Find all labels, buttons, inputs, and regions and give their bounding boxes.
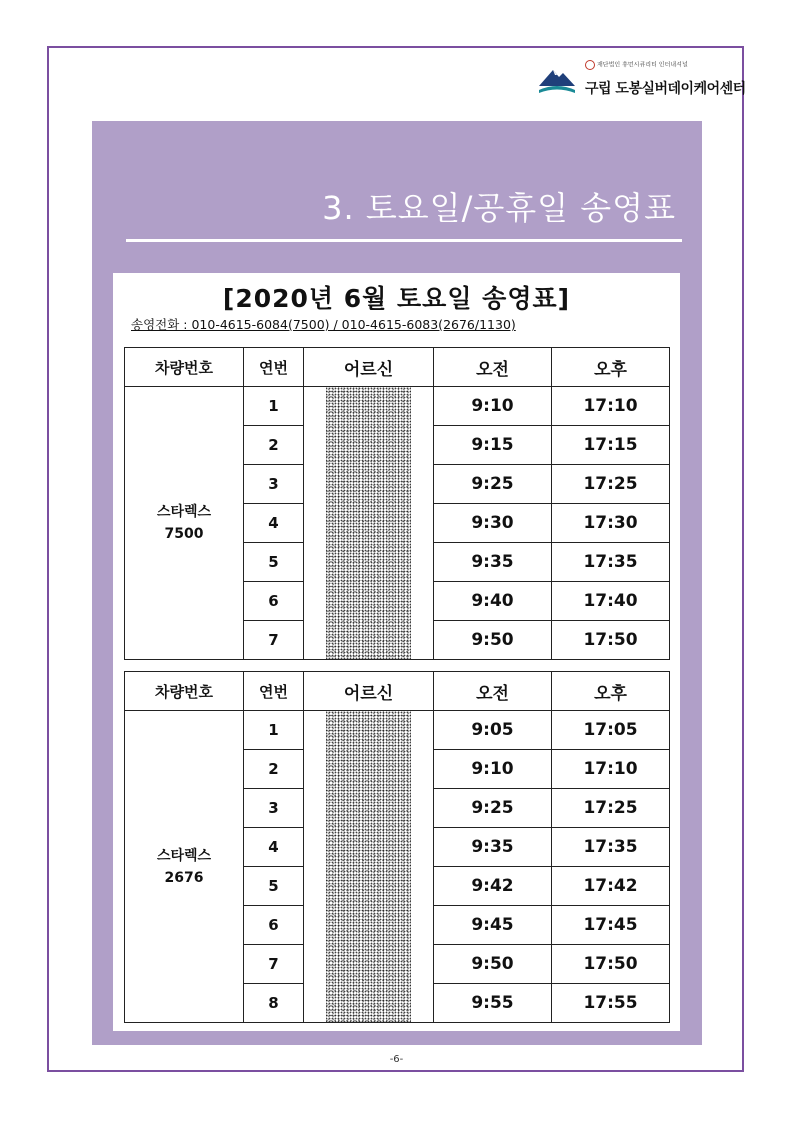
- pm-time-cell: 17:50: [552, 945, 670, 984]
- pm-time-cell: 17:25: [552, 465, 670, 504]
- am-time-cell: 9:25: [434, 789, 552, 828]
- table-row: [125, 711, 670, 750]
- header-seq: 연번: [244, 348, 304, 387]
- seq-cell: 2: [244, 426, 304, 465]
- vehicle-model: 스타렉스: [156, 504, 212, 520]
- am-time-cell: 9:50: [434, 621, 552, 660]
- seq-cell: 4: [244, 828, 304, 867]
- pm-time-cell: 17:55: [552, 984, 670, 1023]
- seq-cell: 6: [244, 906, 304, 945]
- am-time-cell: 9:30: [434, 504, 552, 543]
- seq-cell: 8: [244, 984, 304, 1023]
- seq-cell: 7: [244, 945, 304, 984]
- am-time-cell: 9:35: [434, 828, 552, 867]
- am-time-cell: 9:50: [434, 945, 552, 984]
- pm-time-cell: 17:35: [552, 543, 670, 582]
- vehicle-cell: [125, 711, 244, 1023]
- pm-time-cell: 17:35: [552, 828, 670, 867]
- header-vehicle: 차량번호: [125, 672, 244, 711]
- logo-foundation-text: [585, 60, 688, 70]
- header-pm: 오후: [552, 348, 670, 387]
- logo-center-name: 구립 도봉실버데이케어센터: [585, 81, 746, 97]
- header-am: 오전: [434, 348, 552, 387]
- seq-cell: 7: [244, 621, 304, 660]
- seq-cell: 6: [244, 582, 304, 621]
- redacted-elder-names: [304, 387, 434, 660]
- pm-time-cell: 17:40: [552, 582, 670, 621]
- seq-cell: 3: [244, 789, 304, 828]
- center-logo: [537, 58, 746, 104]
- table-header-row: [125, 348, 670, 387]
- am-time-cell: 9:45: [434, 906, 552, 945]
- pm-time-cell: 17:45: [552, 906, 670, 945]
- schedule-title: [2020년 6월 토요일 송영표]: [222, 284, 571, 313]
- header-elder: 어르신: [304, 672, 434, 711]
- seq-cell: 1: [244, 387, 304, 426]
- pm-time-cell: 17:30: [552, 504, 670, 543]
- pm-time-cell: 17:25: [552, 789, 670, 828]
- seq-cell: 2: [244, 750, 304, 789]
- header-pm: 오후: [552, 672, 670, 711]
- vehicle-number: 7500: [164, 526, 204, 542]
- header-elder: 어르신: [304, 348, 434, 387]
- header-am: 오전: [434, 672, 552, 711]
- header-seq: 연번: [244, 672, 304, 711]
- page-number: -6-: [389, 1054, 404, 1065]
- am-time-cell: 9:10: [434, 750, 552, 789]
- table-row: [125, 387, 670, 426]
- pm-time-cell: 17:15: [552, 426, 670, 465]
- am-time-cell: 9:55: [434, 984, 552, 1023]
- am-time-cell: 9:35: [434, 543, 552, 582]
- schedule-sheet: [113, 273, 680, 1031]
- foundation-badge-icon: [585, 60, 595, 70]
- schedule-table-7500: [124, 347, 670, 660]
- am-time-cell: 9:15: [434, 426, 552, 465]
- header-vehicle: 차량번호: [125, 348, 244, 387]
- pm-time-cell: 17:50: [552, 621, 670, 660]
- redacted-elder-names: [304, 711, 434, 1023]
- schedule-phone: 송영전화 : 010-4615-6084(7500) / 010-4615-6083(2676/1130): [131, 317, 516, 332]
- mountain-logo-icon: [537, 62, 577, 98]
- pm-time-cell: 17:05: [552, 711, 670, 750]
- schedule-table-2676: [124, 671, 670, 1023]
- section-title: 3. 토요일/공휴일 송영표: [322, 189, 676, 227]
- logo-small-label: 재단법인 휴먼시큐리티 인터내셔널: [597, 61, 688, 69]
- am-time-cell: 9:40: [434, 582, 552, 621]
- seq-cell: 5: [244, 867, 304, 906]
- vehicle-model: 스타렉스: [156, 847, 212, 864]
- seq-cell: 3: [244, 465, 304, 504]
- vehicle-number: 2676: [164, 869, 204, 886]
- pm-time-cell: 17:10: [552, 750, 670, 789]
- am-time-cell: 9:42: [434, 867, 552, 906]
- am-time-cell: 9:10: [434, 387, 552, 426]
- am-time-cell: 9:25: [434, 465, 552, 504]
- seq-cell: 5: [244, 543, 304, 582]
- seq-cell: 1: [244, 711, 304, 750]
- am-time-cell: 9:05: [434, 711, 552, 750]
- pm-time-cell: 17:10: [552, 387, 670, 426]
- table-header-row: [125, 672, 670, 711]
- vehicle-cell: [125, 387, 244, 660]
- seq-cell: 4: [244, 504, 304, 543]
- pm-time-cell: 17:42: [552, 867, 670, 906]
- section-title-rule: [126, 239, 682, 242]
